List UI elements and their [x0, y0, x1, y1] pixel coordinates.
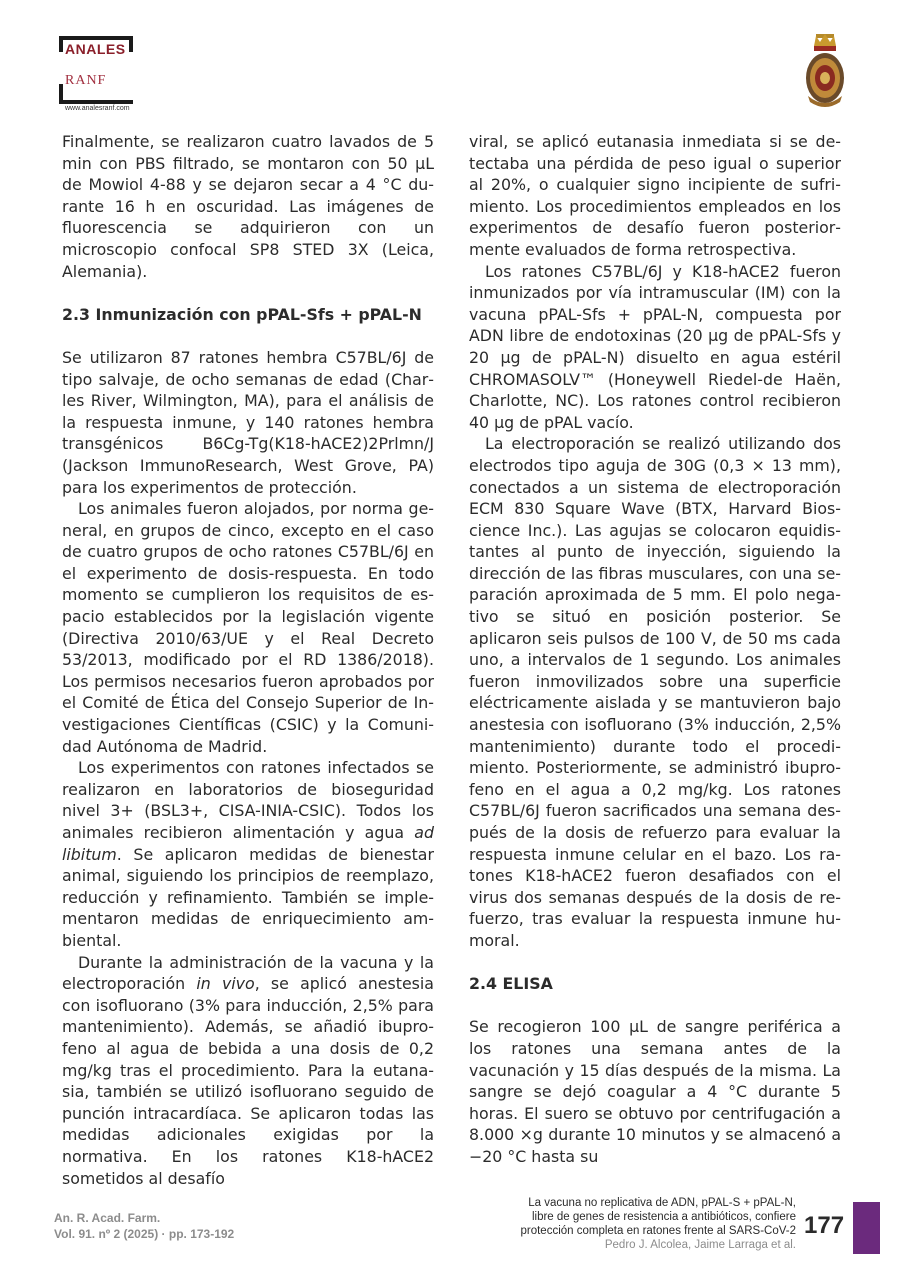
journal-volume: Vol. 91. nº 2 (2025) · pp. 173-192 — [54, 1227, 235, 1241]
paragraph: Los animales fueron alojados, por norma general, en grupos de cinco, excepto en el caso de cuatro grupos de ocho ratones C57BL/6J en el experimento de dosis-respuesta. En todo momento se cumplieron los requisitos de espacio establecidos por la legislación vigente (Directiva 2010/63/UE y el Real Decreto 53/2013, modificado por el RD 1386/2018). Los permisos necesarios fueron aprobados por el Comité de Ética del Consejo Superior de Investigaciones Científicas (CSIC) y la Comunidad Autónoma de Madrid. — [62, 499, 434, 756]
logo-text-anales: ANALES — [65, 41, 126, 57]
article-authors: Pedro J. Alcolea, Jaime Larraga et al. — [604, 1239, 796, 1251]
logo-bracket-bottom — [59, 100, 133, 104]
paragraph: La electroporación se realizó utilizando dos electrodos tipo aguja de 30G (0,3 × 13 mm), conectados a un sistema de electroporación ECM 830 Square Wave (BTX, Harvard Bioscience Inc.). Las agujas se colocaron equidistantes al punto de inyección, siguiendo la dirección de las fibras musculares, con una separación aproximada de 5 mm. El polo negativo se situó en posición posterior. Se aplicaron seis pulsos de 100 V, de 50 ms cada uno, a intervalos de 1 segundo. Los animales fueron inmovilizados sobre una superficie eléctricamente aislada y se mantuvieron bajo anestesia con isofluorano (3% inducción, 2,5% mantenimiento) durante todo el procedimiento. Posteriormente, se administró ibuprofeno en el agua a 0,2 mg/kg. Los ratones C57BL/6J fueron sacrificados una semana después de la dosis de refuerzo para evaluar la respuesta inmune celular en el bazo. Los ratones K18-hACE2 fueron desafiados con el virus dos semanas después de la dosis de refuerzo, tras evaluar la respuesta inmune humoral. — [469, 434, 841, 950]
article-running-title — [436, 1196, 796, 1252]
journal-logo — [55, 36, 195, 120]
royal-academy-crest-icon — [802, 32, 848, 110]
paragraph: Finalmente, se realizaron cuatro lavados de 5 min con PBS filtrado, se montaron con 50 µL de Mowiol 4-88 y se dejaron secar a 4 °C durante 16 h en oscuridad. Las imágenes de fluorescencia se adquirieron con un microscopio confocal SP8 STED 3X (Leica, Alemania). — [62, 132, 434, 281]
logo-url: www.analesranf.com — [65, 105, 130, 112]
paragraph — [62, 757, 434, 951]
section-heading-2-4: 2.4 ELISA — [469, 974, 553, 994]
logo-text-ranf: RANF — [65, 73, 107, 88]
running-title-line: protección completa en ratones frente al SARS-CoV-2 — [520, 1225, 796, 1237]
logo-bracket-top-left — [59, 36, 63, 52]
paragraph-text: Los experimentos con ratones infectados se realizaron en laboratorios de bioseguridad nivel 3+ (BSL3+, CISA-INIA-CSIC). Todos los animales recibieron alimentación y agua — [62, 758, 434, 842]
journal-citation — [54, 1210, 234, 1242]
page-number: 177 — [804, 1212, 845, 1239]
left-column — [62, 131, 434, 1189]
paragraph: viral, se aplicó eutanasia inmediata si se detectaba una pérdida de peso igual o superior al 20%, o cualquier signo incipiente de sufrimiento. Los procedimientos empleados en los experimentos de desafío fueron posteriormente evaluados de forma retrospectiva. — [469, 132, 841, 259]
paragraph-italic: ad libitum — [62, 823, 434, 864]
paragraph: Los ratones C57BL/6J y K18-hACE2 fueron inmunizados por vía intramuscular (IM) con la vacuna pPAL-Sfs + pPAL-N, compuesta por ADN libre de endotoxinas (20 µg de pPAL-Sfs y 20 µg de pPAL-N) disuelto en agua estéril CHROMASOLV™ (Honeywell Riedel-de Haën, Charlotte, NC). Los ratones control recibieron 40 µg de pPAL vacío. — [469, 261, 841, 432]
running-title-line: La vacuna no replicativa de ADN, pPAL-S + pPAL-N, — [528, 1197, 796, 1209]
paragraph: Se recogieron 100 µL de sangre periférica a los ratones una semana antes de la vacunación y 15 días después de la misma. La sangre se dejó coagular a 4 °C durante 5 horas. El suero se obtuvo por centrifugación a 8.000 ×g durante 10 minutos y se almacenó a −20 °C hasta su — [469, 1017, 841, 1166]
section-heading-2-3: 2.3 Inmunización con pPAL-Sfs + pPAL-N — [62, 304, 422, 324]
running-title-line: libre de genes de resistencia a antibióticos, confiere — [531, 1211, 796, 1223]
right-column — [469, 131, 841, 1168]
paragraph-text: . Se aplicaron medidas de bienestar animal, siguiendo los principios de reemplazo, reducción y refinamiento. También se implementaron medidas de enriquecimiento ambiental. — [62, 844, 434, 950]
paragraph: Se utilizaron 87 ratones hembra C57BL/6J de tipo salvaje, de ocho semanas de edad (Charles River, Wilmington, MA), para el análisis de la respuesta inmune, y 140 ratones hembra transgénicos B6Cg-Tg(K18-hACE2)2Prlmn/J (Jackson ImmunoResearch, West Grove, PA) para los experimentos de protección. — [62, 347, 434, 497]
paragraph-text: Durante la administración de la vacuna y la electroporación — [62, 952, 434, 994]
paragraph-italic: in vivo — [196, 974, 255, 994]
logo-bracket-top-right — [129, 36, 133, 52]
paragraph-text: , se aplicó anestesia con isofluorano (3% para inducción, 2,5% para mantenimiento). Además, se añadió ibuprofeno al agua de bebida a una dosis de 0,2 mg/kg tras el procedimiento. Para la eutanasia, también se utilizó isofluorano seguido de punción intracardíaca. Se aplicaron todas las medidas adicionales exigidas por la normativa. En los ratones K18-hACE2 sometidos al desafío — [62, 974, 434, 1188]
journal-name: An. R. Acad. Farm. — [54, 1211, 161, 1225]
page-accent-tab — [853, 1202, 880, 1254]
paragraph — [62, 952, 434, 1190]
logo-bracket-top — [59, 36, 133, 40]
